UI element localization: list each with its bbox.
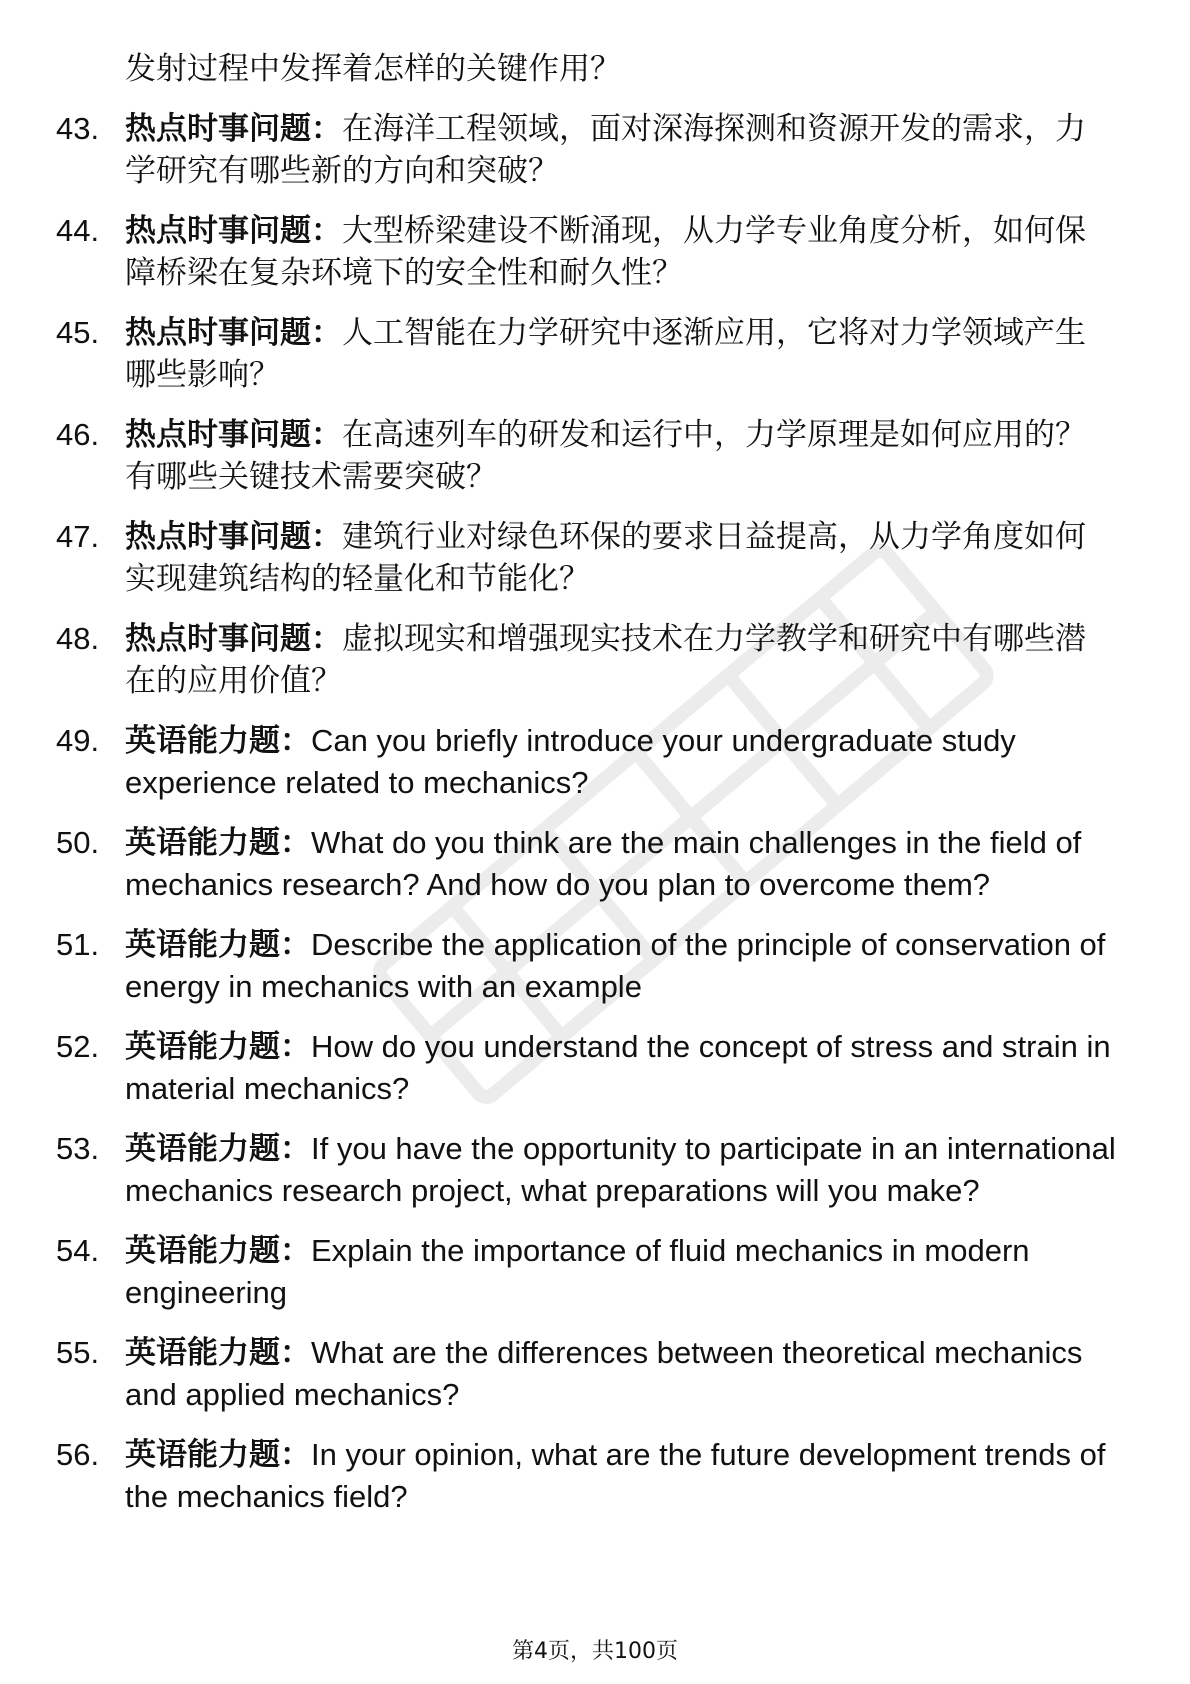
list-item — [56, 618, 1116, 702]
item-category: 英语能力题： — [125, 1335, 311, 1371]
item-category: 热点时事问题： — [125, 111, 342, 147]
item-number: 52. — [56, 1029, 100, 1064]
item-text: If you have the opportunity to participate in an international mechanics research project, what preparations will you make? — [125, 1131, 1116, 1208]
page-footer: 第4页，共100页 — [512, 1639, 678, 1664]
list-item — [56, 210, 1116, 294]
item-number: 49. — [56, 723, 100, 758]
item-text: 虚拟现实和增强现实技术在力学教学和研究中有哪些潜在的应用价值？ — [125, 621, 1086, 699]
item-number: 53. — [56, 1131, 100, 1166]
list-item — [56, 1230, 1116, 1314]
item-text: Can you briefly introduce your undergraduate study experience related to mechanics? — [125, 723, 1016, 800]
item-number: 48. — [56, 621, 100, 656]
item-number: 50. — [56, 825, 100, 860]
item-category: 热点时事问题： — [125, 213, 342, 249]
item-text: Describe the application of the principle of conservation of energy in mechanics with an example — [125, 927, 1106, 1004]
item-category: 英语能力题： — [125, 927, 311, 963]
list-item — [56, 312, 1116, 396]
item-category: 热点时事问题： — [125, 621, 342, 657]
item-category: 英语能力题： — [125, 1029, 311, 1065]
item-text: What do you think are the main challenges in the field of mechanics research? And how do you plan to overcome them? — [125, 825, 1082, 902]
item-number: 47. — [56, 519, 100, 554]
item-category: 热点时事问题： — [125, 315, 342, 351]
list-item — [56, 1332, 1116, 1416]
item-number: 56. — [56, 1437, 100, 1472]
item-text: What are the differences between theoretical mechanics and applied mechanics? — [125, 1335, 1083, 1412]
item-category: 英语能力题： — [125, 1437, 311, 1473]
item-number: 55. — [56, 1335, 100, 1370]
item-number: 43. — [56, 111, 100, 146]
list-item — [56, 1128, 1116, 1212]
item-text: Explain the importance of fluid mechanics in modern engineering — [125, 1233, 1030, 1310]
item-category: 英语能力题： — [125, 723, 311, 759]
list-item — [56, 822, 1116, 906]
item-number: 46. — [56, 417, 100, 452]
item-text: In your opinion, what are the future development trends of the mechanics field? — [125, 1437, 1106, 1514]
item-text: 在高速列车的研发和运行中，力学原理是如何应用的？有哪些关键技术需要突破？ — [125, 417, 1086, 495]
item-text: 大型桥梁建设不断涌现，从力学专业角度分析，如何保障桥梁在复杂环境下的安全性和耐久性？ — [125, 213, 1086, 291]
list-item — [56, 720, 1116, 804]
item-category: 英语能力题： — [125, 1233, 311, 1269]
item-text: How do you understand the concept of stress and strain in material mechanics? — [125, 1029, 1111, 1106]
item-category: 热点时事问题： — [125, 417, 342, 453]
question-list — [56, 48, 1116, 1536]
item-number: 54. — [56, 1233, 100, 1268]
list-item — [56, 1026, 1116, 1110]
item-number: 44. — [56, 213, 100, 248]
item-category: 英语能力题： — [125, 1131, 311, 1167]
continuation-text: 发射过程中发挥着怎样的关键作用？ — [125, 51, 621, 87]
list-item — [56, 414, 1116, 498]
item-number: 51. — [56, 927, 100, 962]
item-category: 热点时事问题： — [125, 519, 342, 555]
list-item — [56, 1434, 1116, 1518]
item-text: 建筑行业对绿色环保的要求日益提高，从力学角度如何实现建筑结构的轻量化和节能化？ — [125, 519, 1086, 597]
list-item — [56, 108, 1116, 192]
item-text: 人工智能在力学研究中逐渐应用，它将对力学领域产生哪些影响？ — [125, 315, 1086, 393]
list-item — [56, 924, 1116, 1008]
item-text: 在海洋工程领域，面对深海探测和资源开发的需求，力学研究有哪些新的方向和突破？ — [125, 111, 1086, 189]
item-number: 45. — [56, 315, 100, 350]
item-category: 英语能力题： — [125, 825, 311, 861]
list-item — [56, 516, 1116, 600]
